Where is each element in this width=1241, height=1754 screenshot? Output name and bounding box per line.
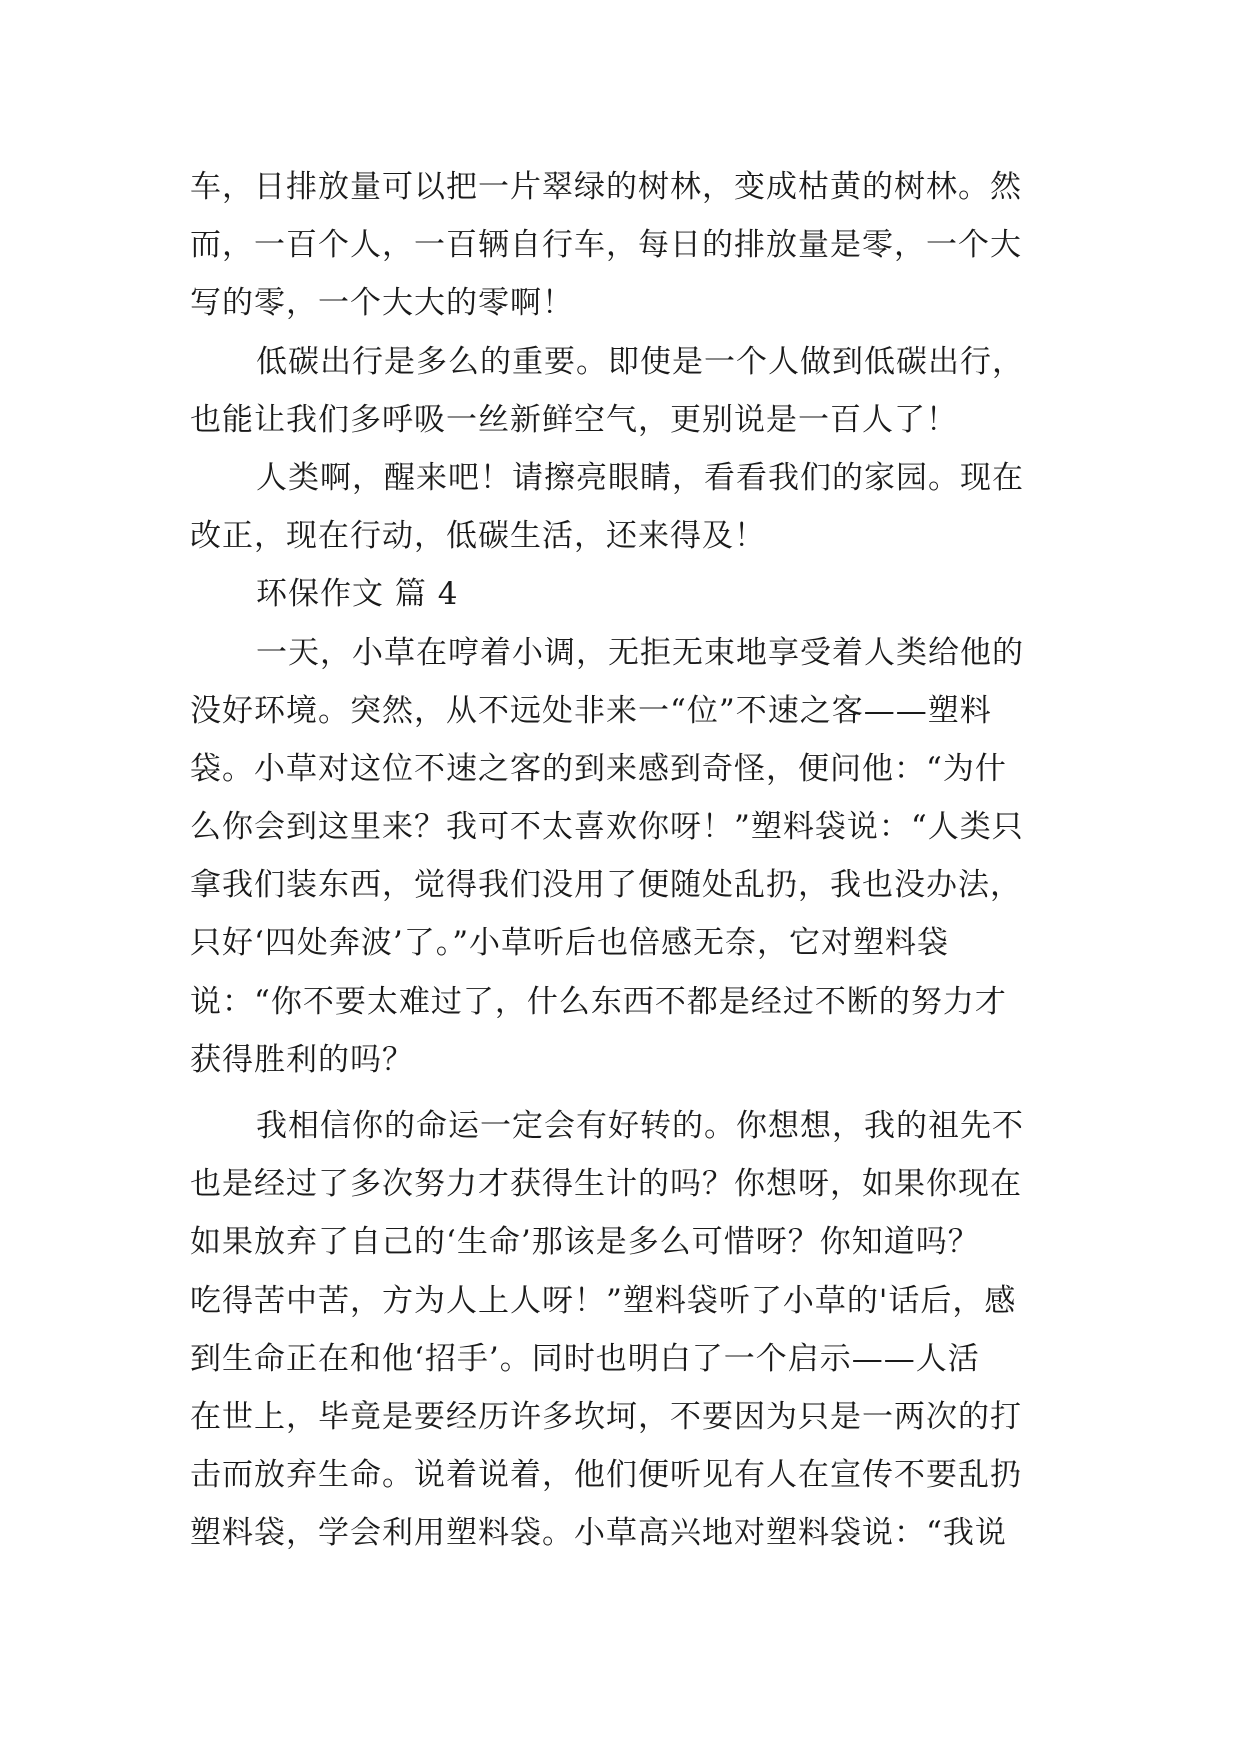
text-line: 也是经过了多次努力才获得生计的吗？你想呀，如果你现在 [190, 1166, 1022, 1203]
text-line: 塑料袋，学会利用塑料袋。小草高兴地对塑料袋说：“我说 [190, 1515, 1007, 1552]
text-line: 也能让我们多呼吸一丝新鲜空气，更别说是一百人了！ [190, 401, 958, 438]
text-line: 没好环境。突然，从不远处非来一“位”不速之客——塑料 [190, 692, 992, 729]
section-heading: 环保作文 篇 4 [256, 576, 459, 613]
text-line: 么你会到这里来？我可不太喜欢你呀！”塑料袋说：“人类只 [190, 809, 1024, 846]
text-line: 如果放弃了自己的‘生命’那该是多么可惜呀？你知道吗？ [190, 1224, 980, 1261]
text-line: 车，日排放量可以把一片翠绿的树林，变成枯黄的树林。然 [190, 169, 1022, 205]
text-line: 吃得苦中苦，方为人上人呀！”塑料袋听了小草的'话后，感 [190, 1282, 1017, 1319]
text-line: 只好‘四处奔波’了。”小草听后也倍感无奈，它对塑料袋 [190, 925, 950, 962]
text-line: 击而放弃生命。说着说着，他们便听见有人在宣传不要乱扔 [190, 1457, 1022, 1494]
text-line: 获得胜利的吗？ [190, 1041, 414, 1078]
text-line: 袋。小草对这位不速之客的到来感到奇怪，便问他：“为什 [190, 750, 1007, 787]
text-line: 到生命正在和他‘招手’。同时也明白了一个启示——人活 [190, 1340, 980, 1377]
text-line: 我相信你的命运一定会有好转的。你想想，我的祖先不 [256, 1108, 1024, 1144]
text-line: 写的零，一个大大的零啊！ [190, 285, 574, 322]
text-line: 低碳出行是多么的重要。即使是一个人做到低碳出行， [256, 343, 1024, 380]
text-line: 一天，小草在哼着小调，无拒无束地享受着人类给他的 [256, 634, 1024, 671]
text-line: 人类啊，醒来吧！请擦亮眼睛，看看我们的家园。现在 [256, 459, 1024, 496]
text-line: 在世上，毕竟是要经历许多坎坷，不要因为只是一两次的打 [190, 1398, 1022, 1435]
essay-body [190, 158, 1090, 1563]
text-line: 改正，现在行动，低碳生活，还来得及！ [190, 518, 766, 555]
text-line: 而，一百个人，一百辆自行车，每日的排放量是零，一个大 [190, 227, 1022, 264]
text-line: 拿我们装东西，觉得我们没用了便随处乱扔，我也没办法， [190, 867, 1022, 904]
text-line: 说：“你不要太难过了，什么东西不都是经过不断的努力才 [190, 983, 1007, 1020]
